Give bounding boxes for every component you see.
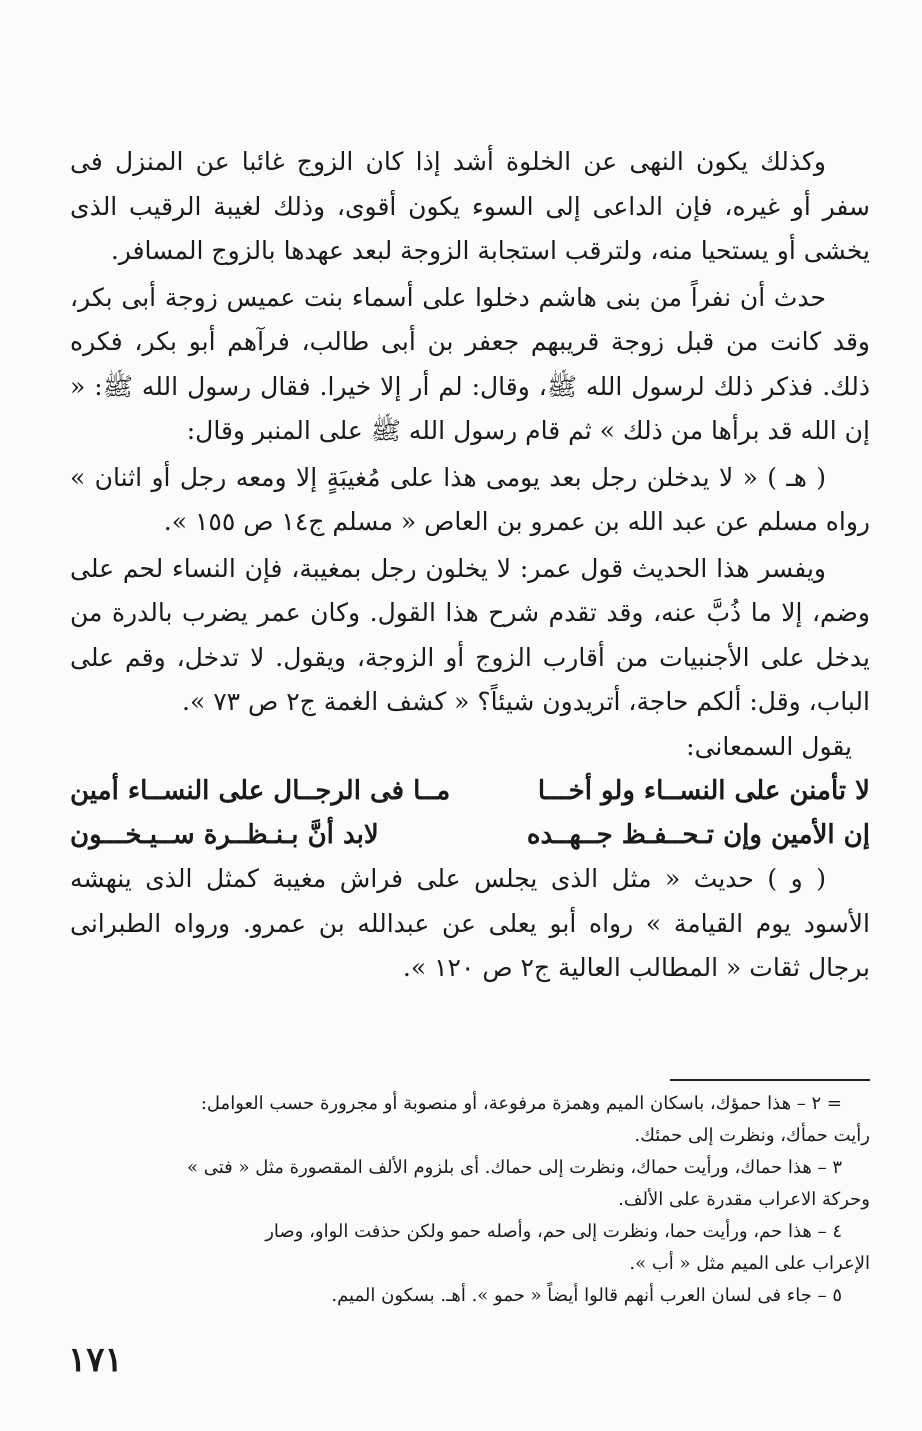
footnotes — [70, 1088, 870, 1312]
paragraph-1: وكذلك يكون النهى عن الخلوة أشد إذا كان الزوج غائبا عن المنزل فى سفر أو غيره، فإن الداعى إلى السوء يكون أقوى، وذلك لغيبة الرقيب الذى يخشى أو يستحيا منه، ولترقب استجابة الزوجة لبعد عهدها بالزوج المسافر. — [70, 147, 870, 265]
verse-2-first-hemistich: إن الأمين وإن تـحــفـظ جــهــده — [526, 820, 870, 850]
footnote-2-line-2: رأيت حمأك، ونظرت إلى حمئك. — [634, 1125, 870, 1146]
main-text — [70, 140, 870, 991]
verse-2-second-hemistich: لابد أنَّ بـنـظــرة ســيـخـــون — [70, 820, 379, 850]
footnote-2-line-1: = ٢ – هذا حمؤك، باسكان الميم وهمزة مرفوعة، أو منصوبة أو مجرورة حسب العوامل: — [200, 1093, 842, 1114]
poem-verse-1 — [70, 769, 870, 813]
page-number: ١٧١ — [68, 1340, 123, 1380]
footnote-5: ٥ – جاء فى لسان العرب أنهم قالوا أيضاً « حمو ». أهـ. بسكون الميم. — [331, 1285, 842, 1306]
verse-1-first-hemistich: لا تأمنن على النســاء ولو أخـــا — [537, 776, 870, 806]
closing-paragraph: ( و ) حديث « مثل الذى يجلس على فراش مغيبة كمثل الذى ينهشه الأسود يوم القيامة » رواه أبو يعلى عن عبدالله بن عمرو. ورواه الطبرانى برجال ثقات « المطالب العالية ج٢ ص ١٢٠ ». — [70, 864, 870, 982]
paragraph-4: ويفسر هذا الحديث قول عمر: لا يخلون رجل بمغيبة، فإن النساء لحم على وضم، إلا ما ذُبَّ عنه، وقد تقدم شرح هذا القول. وكان عمر يضرب بالدرة من يدخل على الأجنبيات من أقارب الزوج أو الزوجة، ويقول. لا تدخل، وقم على الباب، وقل: ألكم حاجة، أتريدون شيئاً؟ « كشف الغمة ج٢ ص ٧٣ ». — [70, 553, 870, 716]
footnote-3-line-1: ٣ – هذا حماك، ورأيت حماك، ونظرت إلى حماك. أى بلزوم الألف المقصورة مثل « فتى » — [187, 1157, 842, 1178]
footnote-4-line-2: الإعراب على الميم مثل « أب ». — [629, 1253, 870, 1274]
footnote-divider — [670, 1079, 870, 1081]
footnote-3-line-2: وحركة الاعراب مقدرة على الألف. — [618, 1189, 870, 1210]
verse-1-second-hemistich: مــا فى الرجــال على النســاء أمين — [70, 776, 451, 806]
paragraph-3: ( هـ ) « لا يدخلن رجل بعد يومى هذا على مُغيبَةٍ إلا ومعه رجل أو اثنان » رواه مسلم عن عبد الله بن عمرو بن العاص « مسلم ج١٤ ص ١٥٥ ». — [70, 462, 870, 536]
poem-verse-2 — [70, 813, 870, 857]
paragraph-2: حدث أن نفراً من بنى هاشم دخلوا على أسماء بنت عميس زوجة أبى بكر، وقد كانت من قبل زوجة قريبهم جعفر بن أبى طالب، فرآهم أبو بكر، فكره ذلك. فذكر ذلك لرسول الله ﷺ، وقال: لم أر إلا خيرا. فقال رسول الله ﷺ: « إن الله قد برأها من ذلك » ثم قام رسول الله ﷺ على المنبر وقال: — [70, 282, 871, 445]
footnote-4-line-1: ٤ – هذا حم، ورأيت حما، ونظرت إلى حم، وأصله حمو ولكن حذفت الواو، وصار — [265, 1221, 842, 1242]
poem-intro: يقول السمعانى: — [686, 731, 852, 761]
